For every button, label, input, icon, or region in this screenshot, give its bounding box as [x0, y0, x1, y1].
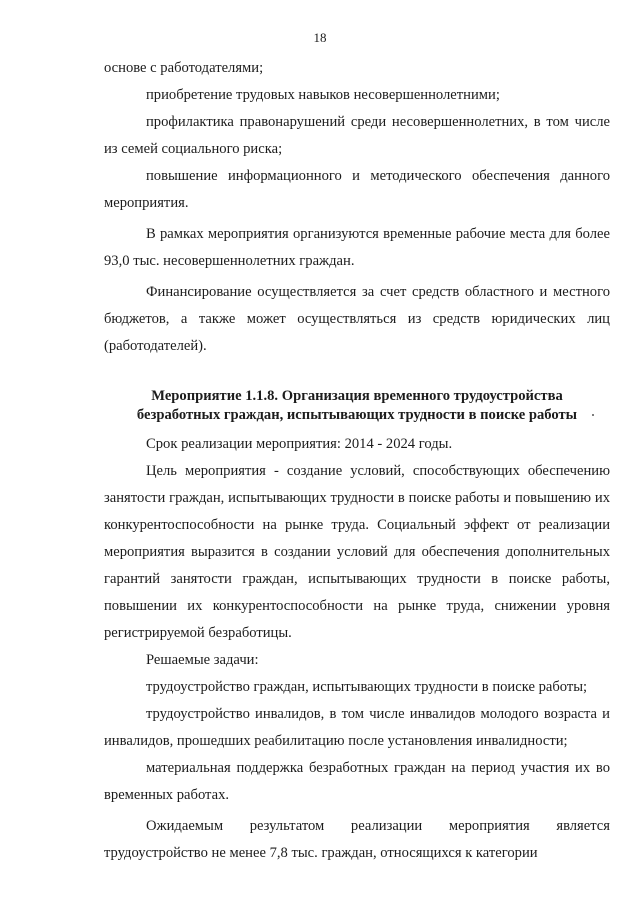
section-heading: [104, 387, 610, 425]
paragraph: Ожидаемым результатом реализации мероприятия является трудоустройство не менее 7,8 тыс. граждан, относящихся к категории: [104, 818, 610, 861]
paragraph: трудоустройство инвалидов, в том числе инвалидов молодого возраста и инвалидов, прошедших реабилитацию после установления инвалидности;: [104, 706, 610, 749]
paragraph: трудоустройство граждан, испытывающих трудности в поиске работы;: [146, 679, 588, 695]
paragraph: повышение информационного и методического обеспечения данного мероприятия.: [104, 168, 610, 211]
section-heading-line: Мероприятие 1.1.8. Организация временного трудоустройства: [151, 388, 563, 404]
paragraph: основе с работодателями;: [104, 60, 264, 76]
paragraph: материальная поддержка безработных граждан на период участия их во временных работах.: [104, 760, 610, 803]
paragraph: В рамках мероприятия организуются временные рабочие места для более 93,0 тыс. несовершеннолетних граждан.: [104, 226, 610, 269]
paragraph: Решаемые задачи:: [146, 652, 259, 668]
paragraphs-bottom: [104, 431, 610, 867]
document-body: [104, 55, 610, 867]
paragraph: Финансирование осуществляется за счет средств областного и местного бюджетов, а также может осуществляться из средств юридических лиц (работодателей).: [104, 284, 610, 354]
scan-speck: [592, 414, 594, 416]
page-number: 18: [313, 30, 327, 45]
paragraph: Цель мероприятия - создание условий, способствующих обеспечению занятости граждан, испытывающих трудности в поиске работы и повышению их конкурентоспособности на рынке труда. Социальный эффект от реализации мероприятия выразится в создании условий для обеспечения дополнительных гарантий занятости граждан, испытывающих трудности в поиске работы, повышении их конкурентоспособности на рынке труда, снижении уровня регистрируемой безработицы.: [104, 463, 610, 641]
paragraph: профилактика правонарушений среди несовершеннолетних, в том числе из семей социального риска;: [104, 114, 610, 157]
paragraph: приобретение трудовых навыков несовершеннолетними;: [146, 87, 500, 103]
paragraph: Срок реализации мероприятия: 2014 - 2024 годы.: [146, 436, 453, 452]
section-heading-line: безработных граждан, испытывающих трудности в поиске работы: [136, 407, 578, 423]
paragraphs-top: [104, 55, 610, 360]
